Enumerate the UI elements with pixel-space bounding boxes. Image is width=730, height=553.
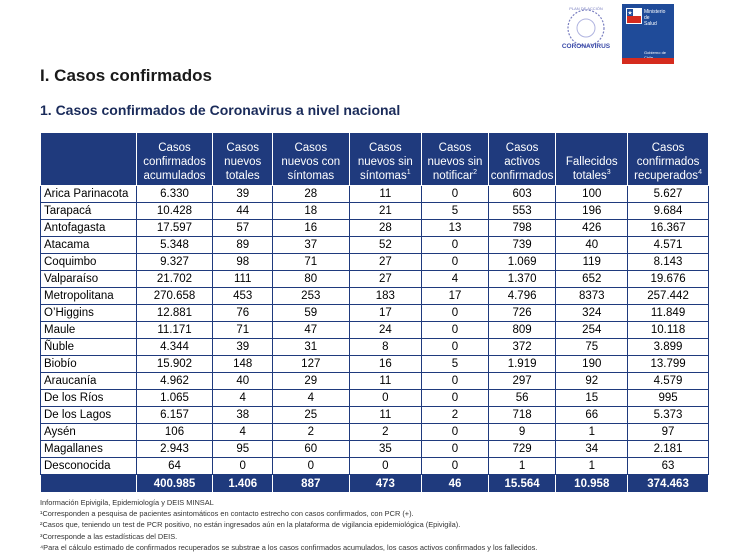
cases-table (40, 132, 709, 493)
region-name: Desconocida (41, 458, 137, 475)
cell-value: 80 (273, 271, 349, 288)
cell-value: 995 (628, 390, 709, 407)
cell-value: 28 (273, 186, 349, 203)
cell-value: 16 (349, 356, 422, 373)
table-row (41, 271, 709, 288)
cell-value: 17.597 (136, 220, 213, 237)
cell-value: 100 (556, 186, 628, 203)
total-value: 374.463 (628, 475, 709, 493)
cell-value: 739 (488, 237, 556, 254)
cell-value: 6.157 (136, 407, 213, 424)
cell-value: 6.330 (136, 186, 213, 203)
cell-value: 106 (136, 424, 213, 441)
region-name: De los Ríos (41, 390, 137, 407)
total-value: 473 (349, 475, 422, 493)
cell-value: 603 (488, 186, 556, 203)
cell-value: 89 (213, 237, 273, 254)
cell-value: 24 (349, 322, 422, 339)
cell-value: 34 (556, 441, 628, 458)
region-name: Tarapacá (41, 203, 137, 220)
logo-red-bar (622, 58, 674, 64)
cell-value: 16.367 (628, 220, 709, 237)
cell-value: 11.171 (136, 322, 213, 339)
cell-value: 76 (213, 305, 273, 322)
region-name: Biobío (41, 356, 137, 373)
table-row (41, 356, 709, 373)
total-value: 400.985 (136, 475, 213, 493)
cell-value: 95 (213, 441, 273, 458)
cell-value: 11 (349, 186, 422, 203)
table-row (41, 407, 709, 424)
cell-value: 40 (213, 373, 273, 390)
table-row (41, 203, 709, 220)
cell-value: 1.919 (488, 356, 556, 373)
column-header: Casos nuevos sin notificar$^2$ (422, 133, 489, 186)
cell-value: 148 (213, 356, 273, 373)
table-row (41, 305, 709, 322)
cell-value: 63 (628, 458, 709, 475)
region-name: Valparaíso (41, 271, 137, 288)
minsal-logo-text: Ministerio de Salud (644, 9, 666, 27)
cell-value: 324 (556, 305, 628, 322)
cell-value: 8373 (556, 288, 628, 305)
column-header: Casos nuevos con síntomas (273, 133, 349, 186)
cell-value: 18 (273, 203, 349, 220)
cell-value: 60 (273, 441, 349, 458)
cell-value: 9.684 (628, 203, 709, 220)
cell-value: 4.344 (136, 339, 213, 356)
table-row (41, 288, 709, 305)
cell-value: 0 (273, 458, 349, 475)
footnote-line: ⁴Para el cálculo estimado de confirmados recuperados se substrae a los casos confirmados acumulados, los casos activos confirmados y los fallecidos. (40, 542, 538, 552)
cell-value: 92 (556, 373, 628, 390)
cell-value: 2.943 (136, 441, 213, 458)
cell-value: 10.428 (136, 203, 213, 220)
cell-value: 8 (349, 339, 422, 356)
table-row (41, 254, 709, 271)
table-header-row (41, 133, 709, 186)
cell-value: 1 (556, 458, 628, 475)
corona-logo-top-text: PLAN DE ACCIÓN (569, 6, 603, 11)
cell-value: 4 (213, 424, 273, 441)
cell-value: 0 (422, 305, 489, 322)
cell-value: 13.799 (628, 356, 709, 373)
table-row (41, 186, 709, 203)
cell-value: 0 (422, 441, 489, 458)
column-header: Casos activos confirmados (488, 133, 556, 186)
cell-value: 47 (273, 322, 349, 339)
cell-value: 71 (213, 322, 273, 339)
cell-value: 17 (349, 305, 422, 322)
cell-value: 0 (422, 339, 489, 356)
coronavirus-plan-logo (560, 4, 612, 56)
cell-value: 4.571 (628, 237, 709, 254)
cell-value: 5 (422, 356, 489, 373)
total-value: 46 (422, 475, 489, 493)
cell-value: 27 (349, 271, 422, 288)
total-value: 10.958 (556, 475, 628, 493)
cell-value: 10.118 (628, 322, 709, 339)
column-header: Casos nuevos sin síntomas$^1$ (349, 133, 422, 186)
region-name: Arica Parinacota (41, 186, 137, 203)
table-row (41, 458, 709, 475)
cell-value: 15 (556, 390, 628, 407)
cell-value: 59 (273, 305, 349, 322)
cell-value: 1.069 (488, 254, 556, 271)
footnotes (40, 497, 730, 553)
total-value (41, 475, 137, 493)
cell-value: 29 (273, 373, 349, 390)
cell-value: 0 (422, 237, 489, 254)
cell-value: 0 (349, 458, 422, 475)
cell-value: 726 (488, 305, 556, 322)
chile-flag-icon (626, 8, 642, 24)
cell-value: 27 (349, 254, 422, 271)
cell-value: 52 (349, 237, 422, 254)
cell-value: 31 (273, 339, 349, 356)
cell-value: 257.442 (628, 288, 709, 305)
column-header: Fallecidos totales$^3$ (556, 133, 628, 186)
cell-value: 0 (422, 186, 489, 203)
cell-value: 56 (488, 390, 556, 407)
cell-value: 17 (422, 288, 489, 305)
footnote-line: ²Casos que, teniendo un test de PCR positivo, no están ingresados aún en la plataforma de vigilancia epidemiológica (Epivigila). (40, 520, 461, 530)
cell-value: 25 (273, 407, 349, 424)
cell-value: 13 (422, 220, 489, 237)
cell-value: 16 (273, 220, 349, 237)
cell-value: 253 (273, 288, 349, 305)
section-title: I. Casos confirmados (40, 66, 212, 85)
cell-value: 3.899 (628, 339, 709, 356)
region-name: Aysén (41, 424, 137, 441)
cell-value: 11 (349, 373, 422, 390)
cell-value: 553 (488, 203, 556, 220)
column-header: Casos nuevos totales (213, 133, 273, 186)
cell-value: 4 (213, 390, 273, 407)
footnote-marker: 4 (698, 169, 702, 177)
region-name: De los Lagos (41, 407, 137, 424)
cell-value: 39 (213, 339, 273, 356)
sub-title: 1. Casos confirmados de Coronavirus a nivel nacional (40, 102, 401, 118)
cell-value: 2 (273, 424, 349, 441)
column-header: Casos confirmados recuperados$^4$ (628, 133, 709, 186)
cell-value: 4.962 (136, 373, 213, 390)
region-name: Atacama (41, 237, 137, 254)
region-name: Ñuble (41, 339, 137, 356)
cell-value: 4.796 (488, 288, 556, 305)
cell-value: 71 (273, 254, 349, 271)
cell-value: 19.676 (628, 271, 709, 288)
footnote-marker: 3 (606, 169, 611, 177)
region-name: Coquimbo (41, 254, 137, 271)
region-name: Antofagasta (41, 220, 137, 237)
total-value: 1.406 (213, 475, 273, 493)
cell-value: 35 (349, 441, 422, 458)
cell-value: 57 (213, 220, 273, 237)
cell-value: 426 (556, 220, 628, 237)
region-name: Metropolitana (41, 288, 137, 305)
cell-value: 66 (556, 407, 628, 424)
cell-value: 0 (349, 390, 422, 407)
cell-value: 729 (488, 441, 556, 458)
table-row (41, 220, 709, 237)
cell-value: 1.370 (488, 271, 556, 288)
table-body (41, 186, 709, 493)
region-name: Magallanes (41, 441, 137, 458)
cell-value: 0 (422, 322, 489, 339)
table-row (41, 390, 709, 407)
cell-value: 2 (422, 407, 489, 424)
cell-value: 119 (556, 254, 628, 271)
cell-value: 798 (488, 220, 556, 237)
footnote-line: ¹Corresponden a pesquisa de pacientes asintomáticos en contacto estrecho con casos confirmados, con PCR (+). (40, 509, 414, 519)
cell-value: 38 (213, 407, 273, 424)
header-region (41, 133, 137, 186)
cell-value: 5.348 (136, 237, 213, 254)
cell-value: 0 (422, 424, 489, 441)
cell-value: 652 (556, 271, 628, 288)
cell-value: 2 (349, 424, 422, 441)
cell-value: 44 (213, 203, 273, 220)
cell-value: 12.881 (136, 305, 213, 322)
cell-value: 0 (213, 458, 273, 475)
cell-value: 5 (422, 203, 489, 220)
cell-value: 1.065 (136, 390, 213, 407)
cell-value: 196 (556, 203, 628, 220)
cell-value: 5.627 (628, 186, 709, 203)
cell-value: 8.143 (628, 254, 709, 271)
footnote-marker: 2 (473, 169, 478, 177)
region-name: O’Higgins (41, 305, 137, 322)
cell-value: 1 (488, 458, 556, 475)
cell-value: 21 (349, 203, 422, 220)
cell-value: 97 (628, 424, 709, 441)
cell-value: 39 (213, 186, 273, 203)
cell-value: 98 (213, 254, 273, 271)
cell-value: 4 (422, 271, 489, 288)
cell-value: 0 (422, 458, 489, 475)
cell-value: 270.658 (136, 288, 213, 305)
table-row (41, 441, 709, 458)
cell-value: 40 (556, 237, 628, 254)
table-row (41, 237, 709, 254)
cell-value: 75 (556, 339, 628, 356)
cell-value: 297 (488, 373, 556, 390)
table-row (41, 424, 709, 441)
cell-value: 4 (273, 390, 349, 407)
cell-value: 190 (556, 356, 628, 373)
cell-value: 4.579 (628, 373, 709, 390)
cell-value: 0 (422, 390, 489, 407)
cell-value: 2.181 (628, 441, 709, 458)
cell-value: 28 (349, 220, 422, 237)
cell-value: 809 (488, 322, 556, 339)
region-name: Araucanía (41, 373, 137, 390)
cell-value: 11.849 (628, 305, 709, 322)
table-row (41, 339, 709, 356)
corona-logo-main-text: CORONAVIRUS (561, 43, 611, 50)
cell-value: 21.702 (136, 271, 213, 288)
cell-value: 5.373 (628, 407, 709, 424)
footnote-marker: 1 (406, 169, 411, 177)
cell-value: 37 (273, 237, 349, 254)
cell-value: 9 (488, 424, 556, 441)
total-value: 15.564 (488, 475, 556, 493)
table-row (41, 322, 709, 339)
totals-row (41, 475, 709, 493)
minsal-logo (622, 4, 674, 64)
cell-value: 127 (273, 356, 349, 373)
cell-value: 0 (422, 373, 489, 390)
cell-value: 64 (136, 458, 213, 475)
region-name: Maule (41, 322, 137, 339)
cell-value: 9.327 (136, 254, 213, 271)
footnote-line: Información Epivigila, Epidemiología y DEIS MINSAL (40, 498, 214, 507)
gov-text: Gobierno de (644, 50, 667, 55)
column-header: Casos confirmados acumulados (136, 133, 213, 186)
cell-value: 111 (213, 271, 273, 288)
cell-value: 453 (213, 288, 273, 305)
footnote-line: ³Corresponde a las estadísticas del DEIS. (40, 531, 178, 541)
total-value: 887 (273, 475, 349, 493)
cell-value: 372 (488, 339, 556, 356)
cell-value: 11 (349, 407, 422, 424)
cell-value: 183 (349, 288, 422, 305)
cell-value: 15.902 (136, 356, 213, 373)
cell-value: 0 (422, 254, 489, 271)
cell-value: 718 (488, 407, 556, 424)
cell-value: 254 (556, 322, 628, 339)
table-row (41, 373, 709, 390)
cell-value: 1 (556, 424, 628, 441)
